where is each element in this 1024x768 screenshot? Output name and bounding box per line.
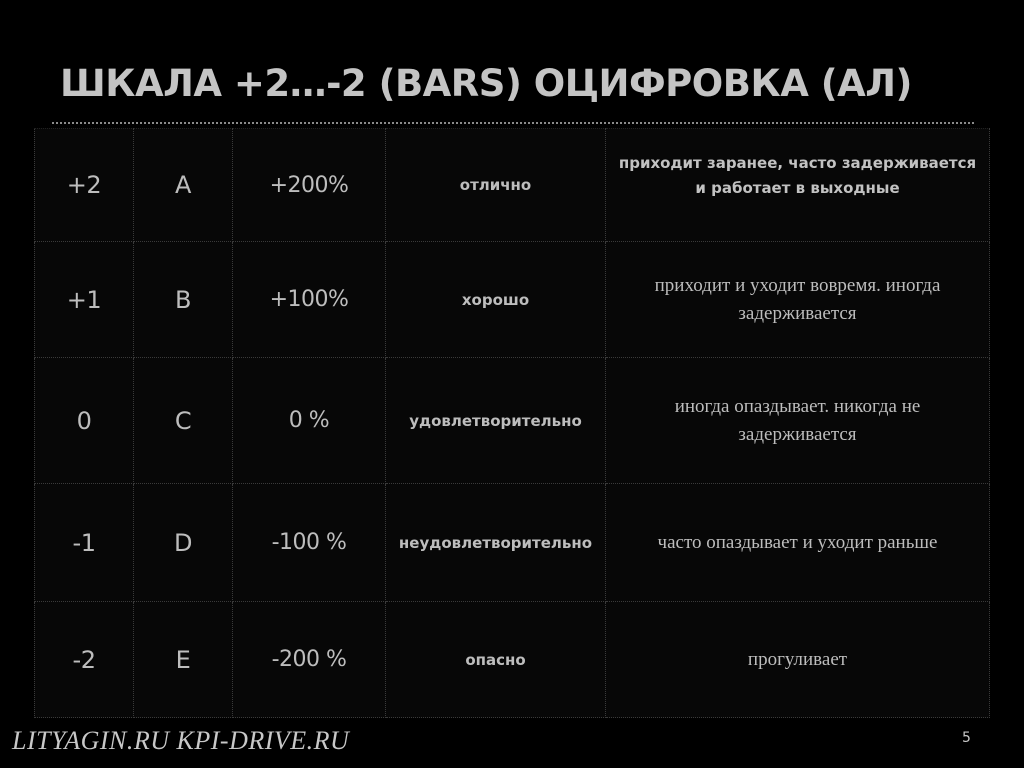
description-cell: приходит и уходит вовремя. иногда задерживается [606, 242, 990, 358]
score-cell: +2 [35, 129, 134, 242]
percent-cell: -100 % [233, 484, 386, 602]
rating-cell: хорошо [386, 242, 606, 358]
percent-cell: +100% [233, 242, 386, 358]
table-row [35, 242, 990, 358]
rating-cell: удовлетворительно [386, 358, 606, 484]
letter-cell: E [134, 602, 233, 718]
score-cell: 0 [35, 358, 134, 484]
percent-cell: 0 % [233, 358, 386, 484]
score-cell: -2 [35, 602, 134, 718]
score-cell: -1 [35, 484, 134, 602]
footer-website-links: LITYAGIN.RU KPI-DRIVE.RU [12, 726, 350, 755]
table-row [35, 129, 990, 242]
letter-cell: C [134, 358, 233, 484]
rating-cell: неудовлетворительно [386, 484, 606, 602]
description-cell: приходит заранее, часто задерживается и работает в выходные [606, 129, 990, 242]
slide-title: ШКАЛА +2…-2 (BARS) ОЦИФРОВКА (АЛ) [60, 62, 912, 105]
score-cell: +1 [35, 242, 134, 358]
table-row [35, 602, 990, 718]
description-cell: часто опаздывает и уходит раньше [606, 484, 990, 602]
rating-cell: опасно [386, 602, 606, 718]
page-number: 5 [962, 730, 971, 746]
letter-cell: B [134, 242, 233, 358]
title-divider [52, 122, 974, 124]
letter-cell: A [134, 129, 233, 242]
table-row [35, 358, 990, 484]
percent-cell: +200% [233, 129, 386, 242]
rating-cell: отлично [386, 129, 606, 242]
description-cell: иногда опаздывает. никогда не задерживается [606, 358, 990, 484]
description-cell: прогуливает [606, 602, 990, 718]
table-row [35, 484, 990, 602]
letter-cell: D [134, 484, 233, 602]
bars-scale-table [34, 128, 990, 718]
percent-cell: -200 % [233, 602, 386, 718]
